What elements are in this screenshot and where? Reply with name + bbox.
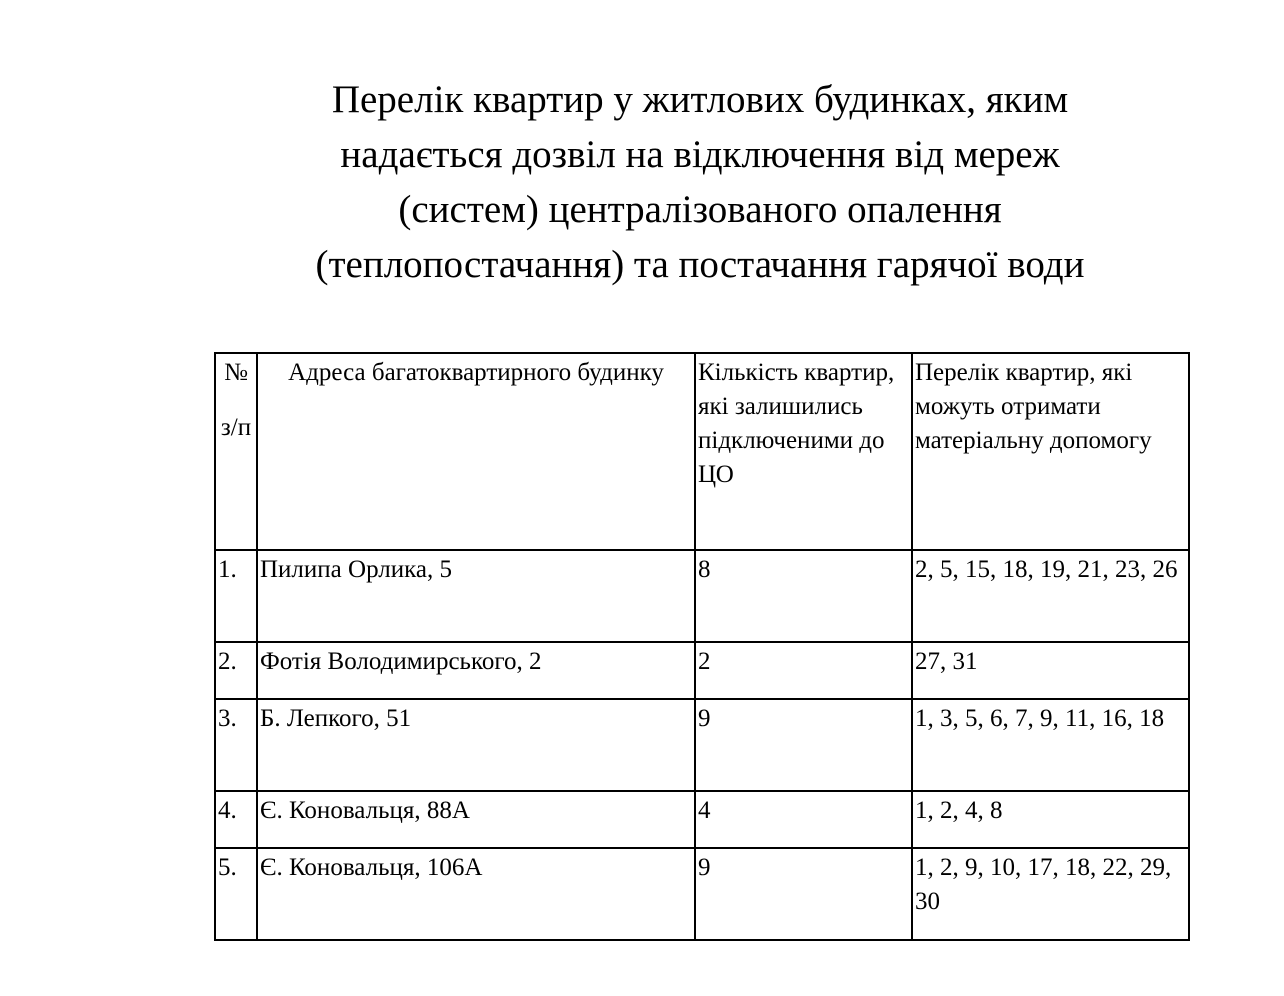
apartments-table (214, 352, 1190, 941)
row-apartments: 2, 5, 15, 18, 19, 21, 23, 26 (912, 550, 1189, 642)
table-row (215, 550, 1189, 642)
header-number-abbr: з/п (220, 414, 252, 441)
document-title (200, 72, 1200, 292)
row-apartments: 1, 2, 9, 10, 17, 18, 22, 29, 30 (912, 848, 1189, 940)
table-row (215, 791, 1189, 848)
row-count: 9 (695, 848, 912, 940)
title-line: надається дозвіл на відключення від мереж (340, 133, 1060, 176)
header-number (215, 353, 257, 550)
table-row (215, 699, 1189, 791)
row-count: 9 (695, 699, 912, 791)
row-address: Пилипа Орлика, 5 (257, 550, 695, 642)
row-address: Є. Коновальця, 106А (257, 848, 695, 940)
table-row (215, 848, 1189, 940)
row-number: 4. (215, 791, 257, 848)
row-number: 5. (215, 848, 257, 940)
row-count: 8 (695, 550, 912, 642)
row-count: 2 (695, 642, 912, 699)
table-row (215, 642, 1189, 699)
row-number: 1. (215, 550, 257, 642)
row-address: Б. Лепкого, 51 (257, 699, 695, 791)
row-address: Є. Коновальця, 88А (257, 791, 695, 848)
row-count: 4 (695, 791, 912, 848)
table-header-row (215, 353, 1189, 550)
title-line: (систем) централізованого опалення (398, 188, 1002, 231)
title-line: (теплопостачання) та постачання гарячої води (315, 243, 1085, 286)
row-number: 3. (215, 699, 257, 791)
header-remaining-count: Кількість квартир, які залишились підключеними до ЦО (695, 353, 912, 550)
row-apartments: 1, 2, 4, 8 (912, 791, 1189, 848)
row-number: 2. (215, 642, 257, 699)
header-number-sign: № (224, 359, 248, 386)
title-line: Перелік квартир у житлових будинках, яким (331, 78, 1069, 121)
header-apartments-list: Перелік квартир, які можуть отримати матеріальну допомогу (912, 353, 1189, 550)
row-apartments: 27, 31 (912, 642, 1189, 699)
row-address: Фотія Володимирського, 2 (257, 642, 695, 699)
row-apartments: 1, 3, 5, 6, 7, 9, 11, 16, 18 (912, 699, 1189, 791)
header-address: Адреса багатоквартирного будинку (257, 353, 695, 550)
